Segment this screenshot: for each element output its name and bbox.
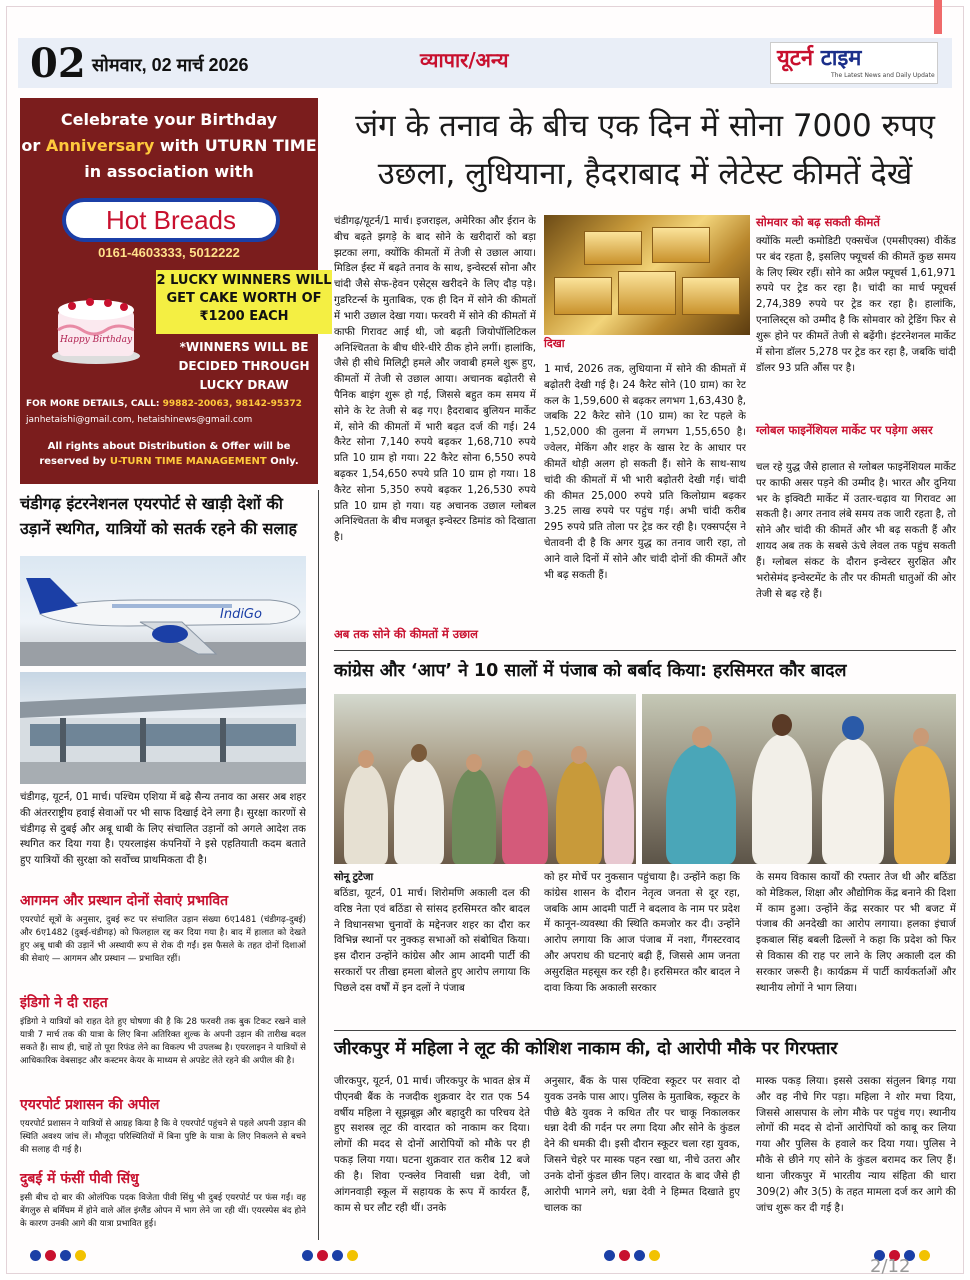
zirakpur-column-1: जीरकपुर, यूटर्न, 01 मार्च। जीरकपुर के भावत क्षेत्र में पीएनबी बैंक के नजदीक शुक्रवार देर रात एक 54 वर्षीय महिला ने सूझबूझ और बहादुरी का परिचय देते हुए सशस्त्र लूट की वारदात को नाकाम कर दिया। लोगों की मदद से दोनों आरोपियों को मौके पर ही पकड़ लिया गया। घटना शुक्रवार रात करीब 12 बजे की है। शिवा एन्क्लेव निवासी धन्ना देवी, जो आंगनवाड़ी स्कूल में सहायक के रूप में कार्यरत हैं, काम से घर लौट रही थीं। उनके <box>334 1076 530 1214</box>
zirakpur-column-2: अनुसार, बैंक के पास एक्टिवा स्कूटर पर सवार दो युवक उनके पास आए। पुलिस के मुताबिक, स्कूटर के पीछे बैठे युवक ने कथित तौर पर चाकू निकालकर धन्ना देवी की गर्दन पर लगा दिया और सोने के कुंडल देने की धमकी दी। इसी दौरान स्कूटर चला रहा युवक, जिसने चेहरे पर मास्क पहन रखा था, नीचे उतरा और उनके दोनों कुंडल छीन लिए। वारदात के बाद जैसे ही आरोपी भागने लगे, धन्ना देवी ने हिम्मत दिखाते हुए चालक का <box>544 1076 740 1214</box>
page-counter: 2/12 <box>870 1256 911 1277</box>
airport-subhead-2: इंडिगो ने दी राहत <box>20 995 108 1011</box>
footer-dot <box>649 1250 660 1261</box>
plane-livery: IndiGo <box>220 607 262 622</box>
airport-para-3: एयरपोर्ट प्रशासन ने यात्रियों से आग्रह किया है कि वे एयरपोर्ट पहुंचने से पहले अपनी उड़ान की स्थिति अवश्य जांच लें। मौजूदा परिस्थितियों में बिना पुष्टि के यात्रा के लिए निकलने से बचने की सलाह दी गई है। <box>20 1119 306 1155</box>
congress-column-1: बठिंडा, यूटर्न, 01 मार्च। शिरोमणि अकाली दल की वरिष्ठ नेता एवं बठिंडा से सांसद हरसिमरत कौर बादल ने विधानसभा चुनावों के मद्देनजर शहर का दौरा कर विभिन्न स्थानों पर नुक्कड़ सभाओं को संबोधित किया। इस दौरान उन्होंने कांग्रेस और आम आदमी पार्टी की सरकारों पर तीखा हमला बोलते हुए आरोप लगाया कि पिछले दस वर्षों में इन दलों ने पंजाब <box>334 888 530 994</box>
footer-dot <box>619 1250 630 1261</box>
airport-para-4: इसी बीच दो बार की ओलंपिक पदक विजेता पीवी सिंधु भी दुबई एयरपोर्ट पर फंस गईं। वह बेंगलुरु से बर्मिंघम में होने वाले ऑल इंग्लैंड ओपन में भाग लेने जा रही थीं। एयरस्पेस बंद होने के कारण उनकी आगे की यात्रा प्रभावित हुई। <box>20 1193 306 1229</box>
airport-para-2: इंडिगो ने यात्रियों को राहत देते हुए घोषणा की है कि 28 फरवरी तक बुक टिकट रखने वाले यात्री 7 मार्च तक की यात्रा के लिए बिना अतिरिक्त शुल्क के अपनी उड़ान की तारीख बदल सकते हैं। साथ ही, चाहें तो पूरा रिफंड लेने का विकल्प भी उपलब्ध है। एयरलाइन ने यात्रियों से आधिकारिक वेबसाइट और कस्टमर केयर के माध्यम से अपडेट लेते रहने की अपील की है। <box>20 1017 306 1066</box>
footer-dot <box>919 1250 930 1261</box>
cake-label: Happy Birthday <box>59 335 133 345</box>
zirakpur-column-3: मास्क पकड़ लिया। इससे उसका संतुलन बिगड़ गया और वह नीचे गिर पड़ा। महिला ने शोर मचा दिया, जिससे आसपास के लोग मौके पर पहुंच गए। स्थानीय लोगों की मदद से दोनों आरोपियों को काबू कर लिया गया और पुलिस के हवाले कर दिया गया। पुलिस ने मौके से छीने गए सोने के कुंडल बरामद कर लिए हैं। थाना जीरकपुर में भारतीय न्याय संहिता की धारा 309(2) और 3(5) के तहत मामला दर्ज कर आगे की जांच शुरू कर दी गई है। <box>756 1076 956 1214</box>
congress-column-3: के समय विकास कार्यों की रफ्तार तेज थी और बठिंडा को मेडिकल, शिक्षा और औद्योगिक केंद्र बनाने की दिशा में काम हुआ। उन्होंने केंद्र सरकार पर भी बजट में पंजाब की अनदेखी का आरोप लगाया। हलका इंचार्ज इकबाल सिंह बबली ढिल्लों ने कहा कि प्रदेश को फिर से विकास की राह पर लाने के लिए अकाली दल की सरकार जरूरी है। कार्यक्रम में पार्टी कार्यकर्ताओं और स्थानीय लोगों ने भाग लिया। <box>756 872 956 994</box>
rally-photo <box>334 694 636 864</box>
column-divider <box>318 490 319 1240</box>
lead-subhead-3: ग्लोबल फाइनेंशियल मार्केट पर पड़ेगा असर <box>756 423 933 437</box>
page-number: 02 <box>30 40 86 87</box>
footer-dots-left <box>30 1250 86 1262</box>
section-title: व्यापार/अन्य <box>420 48 509 72</box>
lead-subhead-1: अब तक सोने की कीमतों में उछाल <box>334 627 478 641</box>
footer-dot <box>347 1250 358 1261</box>
footer-dot <box>30 1250 41 1261</box>
lead-column-3a: क्योंकि मल्टी कमोडिटी एक्सचेंज (एमसीएक्स) वीकेंड पर बंद रहता है, इसलिए फ्यूचर्स की कीमतें कुछ समय के लिए स्थिर रहीं। सोने का अप्रैल फ्यूचर्स 1,61,971 रुपये पर ट्रेड कर रहा है। चांदी का मार्च फ्यूचर्स 2,74,389 रुपये पर ट्रेड कर रहा है। हालांकि, एनालिस्ट्स को उम्मीद है कि सोमवार को ट्रेडिंग फिर से शुरू होने पर कीमतें तेजी से बढ़ेंगी। इंटरनेशनल मार्केट में सोना डॉलर 5,278 पर ट्रेड कर रहा है, जबकि चांदी डॉलर 93 प्रति औंस पर है। <box>756 236 956 374</box>
lead-subhead-2: सोमवार को बढ़ सकती कीमतें <box>756 215 880 229</box>
ad-line-2: or Anniversary with UTURN TIME <box>21 136 317 155</box>
footer-dot <box>332 1250 343 1261</box>
divider <box>334 650 956 651</box>
plane-icon <box>20 556 306 666</box>
airport-terminal-photo <box>20 672 306 784</box>
footer-dot <box>45 1250 56 1261</box>
airport-para-1: एयरपोर्ट सूत्रों के अनुसार, दुबई रूट पर संचालित उड़ान संख्या 6ए1481 (चंडीगढ़-दुबई) और 6ए1482 (दुबई-चंडीगढ़) को फिलहाल रद्द कर दिया गया है। बाद में हालात को देखते हुए अबू धाबी की उड़ानें भी अस्थायी रूप से रोक दी गईं। इस फैसले के तहत दोनों दिशाओं की सेवाएं — आगमन और प्रस्थान — प्रभावित रहीं। <box>20 915 306 964</box>
footer-dots-mid-left <box>302 1250 358 1262</box>
speech-photo <box>642 694 956 864</box>
logo-tagline: The Latest News and Daily Update <box>831 72 935 79</box>
congress-column-2: को हर मोर्चे पर नुकसान पहुंचाया है। उन्होंने कहा कि कांग्रेस शासन के दौरान नेतृत्व जनता से दूर रहा, जबकि आम आदमी पार्टी ने बदलाव के नाम पर प्रदेश में कानून-व्यवस्था की स्थिति कमजोर कर दी। उन्होंने आरोप लगाया कि आज पंजाब में नशा, गैंगस्टरवाद और अपराध की घटनाएं बढ़ी हैं, जिससे आम जनता असुरक्षित महसूस कर रही है। हरसिमरत कौर बादल ने दावा किया कि अकाली सरकार <box>544 872 740 994</box>
logo-word-1: यूटर्न <box>777 46 814 71</box>
zirakpur-headline: जीरकपुर में महिला ने लूट की कोशिश नाकाम की, दो आरोपी मौके पर गिरफ्तार <box>334 1039 838 1059</box>
corner-tab <box>934 0 942 34</box>
airport-subhead-1: आगमन और प्रस्थान दोनों सेवाएं प्रभावित <box>20 893 229 909</box>
ad-contact: FOR MORE DETAILS, CALL: 99882-20063, 98142-95372 <box>26 399 302 409</box>
brand-badge <box>62 198 280 242</box>
lucky-draw-note: *WINNERS WILL BE DECIDED THROUGH LUCKY DRAW <box>178 340 310 393</box>
birthday-ad <box>20 98 332 484</box>
lead-column-2: 1 मार्च, 2026 तक, लुधियाना में सोने की कीमतों में बढ़ोतरी देखी गई है। 24 कैरेट सोने (10 ग्राम) का रेट कल के 1,59,600 से बढ़कर लगभग 1,63,430 है, जबकि 22 कैरेट सोने (10 ग्राम) का रेट पहले के 1,52,000 की तुलना में लगभग 1,55,650 है। ज्वेलर, मेकिंग और शहर के खास रेट के आधार पर कीमतें थोड़ी अलग हो सकती हैं। सोने के साथ-साथ चांदी की कीमतों में भी भारी बढ़ोतरी देखी गई। चांदी की कीमत 25,000 रुपये प्रति किलोग्राम बढ़कर 3.25 लाख रुपये पर पहुंच गई। अभी चांदी करीब 295 रुपये प्रति तोला पर ट्रेड कर रही है। एक्सपर्ट्स ने चेतावनी दी है कि अगर युद्ध का तनाव जारी रहा, तो आने वाले दिनों में सोने और चांदी दोनों की कीमतें और भी बढ़ सकती हैं। <box>544 364 746 581</box>
lead-column-1: चंडीगढ़/यूटर्न/1 मार्च। इजराइल, अमेरिका और ईरान के बीच बढ़ते झगड़े के बाद सोने के खरीदारों को बड़ा झटका लगा, क्योंकि कीमतों में तेजी से उछाल आया। मिडिल ईस्ट में बढ़ते तनाव के साथ, इन्वेस्टर्स सोना और चांदी जैसे सेफ-हेवन एसेट्स खरीदने के लिए दौड़ पड़े। गुडरिटर्न्स के मुताबिक, एक ही दिन में सोने की कीमतों में भारी उछाल देखा गया। फरवरी में सोने की कीमतों में काफी गिरावट आई थी, जो बढ़ती जियोपॉलिटिकल अनिश्चितता के बीच धीरे-धीरे ठीक होने लगीं। हालांकि, जैसे ही सीधे मिलिट्री हमले और जवाबी हमले शुरू हुए, कीमतों में तेजी से उछाल आया। अचानक बढ़ोतरी से पैनिक बाइंग शुरू हो गई, जिससे बहुत कम समय में सोने के रेट तेजी से बढ़ गए। हैदराबाद बुलियन मार्केट में, सोने की कीमतों में भारी बढ़त दर्ज की गई। 24 कैरेट सोना 7,140 रुपये बढ़कर 1,68,710 रुपये प्रति 10 ग्राम हो गया। 22 कैरेट सोना 6,550 रुपये बढ़कर 1,54,650 रुपये प्रति 10 ग्राम हो गया। 18 कैरेट सोना 5,350 रुपये बढ़कर 1,26,530 रुपये प्रति 10 ग्राम हो गया। यह अचानक उछाल ग्लोबल अनिश्चितता के बीच मजबूत इन्वेस्टर डिमांड को दिखाता है। <box>334 216 536 544</box>
lead-headline: जंग के तनाव के बीच एक दिन में सोना 7000 रुपए उछला, लुधियाना, हैदराबाद में लेटेस्ट कीमतें देखें <box>355 108 935 193</box>
footer-dot <box>604 1250 615 1261</box>
ad-line-1: Celebrate your Birthday <box>60 110 278 129</box>
indigo-plane-photo <box>20 556 306 666</box>
terminal-icon <box>20 672 306 784</box>
lead-column-3b: चल रहे युद्ध जैसे हालात से ग्लोबल फाइनेंशियल मार्केट पर काफी असर पड़ने की उम्मीद है। भारत और दुनिया भर के इक्विटी मार्केट में उतार-चढ़ाव या गिरावट आ सकती है। अगर तनाव लंबे समय तक जारी रहता है, तो सोने और चांदी की कीमतें और भी बढ़ सकती हैं और शायद अब तक के सबसे ऊंचे लेवल तक पहुंच सकती हैं। ग्लोबल संकट के दौरान इन्वेस्टर सुरक्षित और भरोसेमंद इन्वेस्टमेंट के तौर पर कीमती धातुओं की ओर तेजी से बढ़ रहे हैं। <box>756 462 956 600</box>
cake-icon <box>50 270 142 366</box>
airport-subhead-4: दुबई में फंसीं पीवी सिंधु <box>20 1171 139 1187</box>
issue-date: सोमवार, 02 मार्च 2026 <box>92 55 249 75</box>
prize-box: 2 LUCKY WINNERS WILL GET CAKE WORTH OF ₹1200 EACH <box>156 270 332 334</box>
footer-dot <box>317 1250 328 1261</box>
footer-dot <box>60 1250 71 1261</box>
masthead-logo <box>770 42 938 84</box>
congress-headline: कांग्रेस और ‘आप’ ने 10 सालों में पंजाब को बर्बाद किया: हरसिमरत कौर बादल <box>334 661 847 681</box>
divider <box>334 1030 956 1031</box>
photo-caption: दिखा <box>544 337 565 350</box>
footer-dot <box>634 1250 645 1261</box>
footer-dot <box>302 1250 313 1261</box>
airport-intro: चंडीगढ़, यूटर्न, 01 मार्च। पश्चिम एशिया में बढ़े सैन्य तनाव का असर अब शहर की अंतरराष्ट्रीय हवाई सेवाओं पर भी साफ दिखाई देने लगा है। सुरक्षा कारणों से चंडीगढ़ से दुबई और अबू धाबी के लिए संचालित उड़ानों को अगले आदेश तक स्थगित कर दिया गया है। एयरलाइंस कंपनियों ने इसे एहतियाती कदम बताते हुए यात्रियों की सुरक्षा को सर्वोच्च प्राथमिकता दी है। <box>20 792 306 867</box>
brand-name: Hot Breads <box>105 205 237 235</box>
logo-word-2: टाइम <box>813 46 862 71</box>
footer-dots-mid-right <box>604 1250 660 1262</box>
footer-dot <box>75 1250 86 1261</box>
ad-phone: 0161-4603333, 5012222 <box>98 245 240 260</box>
ad-line-3: in association with <box>84 162 254 181</box>
airport-headline: चंडीगढ़ इंटरनेशनल एयरपोर्ट से खाड़ी देशों की उड़ानें स्थगित, यात्रियों को सतर्क रहने की सलाह <box>20 494 297 538</box>
congress-byline: सोनू टुटेजा <box>334 872 374 883</box>
ad-email: janhetaishi@gmail.com, hetaishinews@gmail.com <box>26 415 253 425</box>
airport-subhead-3: एयरपोर्ट प्रशासन की अपील <box>20 1097 160 1113</box>
gold-bars-photo <box>544 215 750 335</box>
ad-rights: All rights about Distribution & Offer will be reserved by U-TURN TIME MANAGEMENT Only. <box>39 441 299 467</box>
